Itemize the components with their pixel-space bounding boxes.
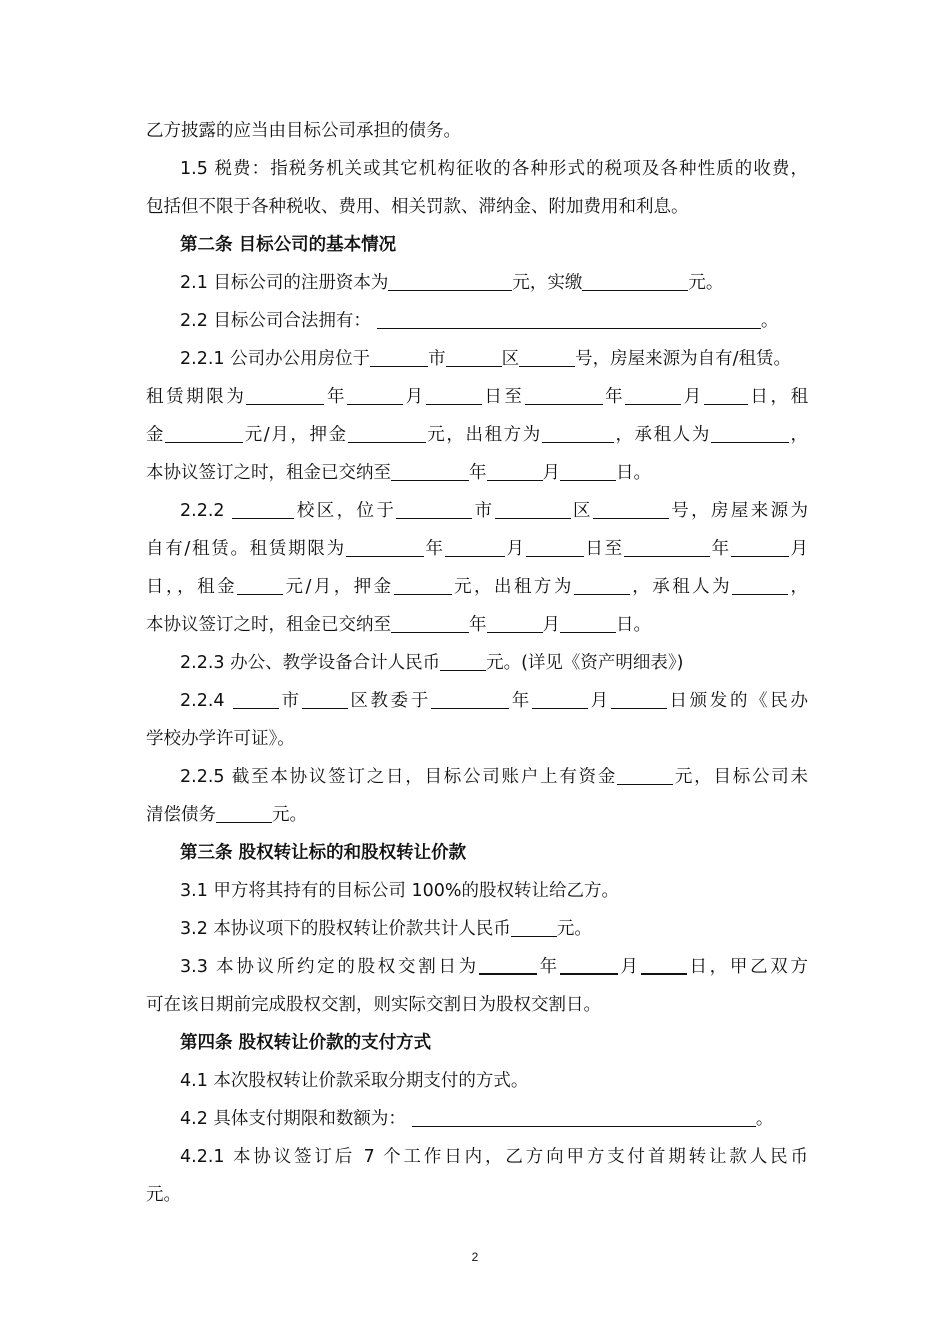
fill-blank[interactable] (574, 574, 630, 595)
fill-blank[interactable] (426, 384, 482, 405)
paragraph-line: 3.3 本协议所约定的股权交割日为 年 月 日，甲乙双方 (180, 953, 808, 981)
paragraph-line: 本协议签订之时，租金已交纳至 年 月 日。 (146, 611, 808, 639)
fill-blank[interactable] (532, 688, 588, 709)
fill-blank[interactable] (391, 460, 469, 481)
fill-blank[interactable] (216, 802, 272, 823)
fill-blank[interactable] (396, 498, 472, 519)
fill-blank[interactable] (391, 612, 469, 633)
fill-blank[interactable] (440, 650, 486, 671)
fill-blank[interactable] (370, 346, 428, 367)
fill-blank[interactable] (526, 536, 584, 557)
fill-blank[interactable] (431, 688, 509, 709)
paragraph-line: 2.2.1 公司办公用房位于 市 区 号，房屋来源为自有/租赁。 (180, 345, 808, 373)
fill-blank[interactable] (246, 384, 324, 405)
fill-blank[interactable] (511, 916, 557, 937)
fill-blank[interactable] (302, 688, 348, 709)
paragraph-line: 本协议签订之时，租金已交纳至 年 月 日。 (146, 459, 808, 487)
fill-blank[interactable] (487, 612, 543, 633)
paragraph-line: 自有/租赁。租赁期限为 年 月 日至 年 月 (146, 535, 808, 563)
fill-blank[interactable] (233, 688, 279, 709)
paragraph-line: 学校办学许可证》。 (146, 729, 295, 749)
paragraph-line: 2.2.5 截至本协议签订之日，目标公司账户上有资金 元，目标公司未 (180, 763, 808, 791)
fill-blank[interactable] (542, 422, 614, 443)
fill-blank[interactable] (582, 270, 688, 291)
fill-blank[interactable] (732, 574, 788, 595)
paragraph-line: 日，，租金 元/月，押金 元，出租方为 ，承租人为 ， (146, 573, 808, 601)
paragraph-line: 可在该日期前完成股权交割，则实际交割日为股权交割日。 (146, 995, 601, 1015)
paragraph-line: 4.2 具体支付期限和数额为： 。 (180, 1105, 808, 1133)
fill-blank[interactable] (479, 953, 537, 975)
fill-blank[interactable] (624, 536, 710, 557)
fill-blank[interactable] (625, 384, 681, 405)
paragraph-line: 4.1 本次股权转让价款采取分期支付的方式。 (180, 1071, 529, 1091)
fill-blank[interactable] (388, 270, 512, 291)
fill-blank[interactable] (394, 574, 452, 595)
fill-blank[interactable] (412, 1106, 756, 1127)
fill-blank[interactable] (593, 498, 669, 519)
paragraph-line: 3.1 甲方将其持有的目标公司 100%的股权转让给乙方。 (180, 881, 619, 901)
paragraph-line: 1.5 税费：指税务机关或其它机构征收的各种形式的税项及各种性质的收费， (180, 159, 808, 179)
fill-blank[interactable] (525, 384, 603, 405)
fill-blank[interactable] (519, 346, 575, 367)
fill-blank[interactable] (487, 460, 543, 481)
fill-blank[interactable] (346, 536, 424, 557)
fill-blank[interactable] (495, 498, 571, 519)
paragraph-line: 2.2.2 校区，位于 市 区 号，房屋来源为 (180, 497, 808, 525)
page-number: 2 (471, 1250, 479, 1264)
fill-blank[interactable] (560, 612, 616, 633)
paragraph-line: 2.2.4 市 区教委于 年 月 日颁发的《民办 (180, 687, 808, 715)
paragraph-line: 2.2 目标公司合法拥有： 。 (180, 307, 808, 335)
fill-blank[interactable] (165, 422, 243, 443)
fill-blank[interactable] (237, 574, 283, 595)
fill-blank[interactable] (711, 422, 789, 443)
fill-blank[interactable] (348, 422, 426, 443)
paragraph-line: 2.1 目标公司的注册资本为 元，实缴 元。 (180, 269, 808, 297)
fill-blank[interactable] (377, 308, 761, 329)
fill-blank[interactable] (704, 384, 748, 405)
paragraph-line: 清偿债务 元。 (146, 801, 808, 829)
fill-blank[interactable] (617, 764, 673, 785)
fill-blank[interactable] (611, 688, 667, 709)
paragraph-line: 包括但不限于各种税收、费用、相关罚款、滞纳金、附加费用和利息。 (146, 197, 689, 217)
section-heading: 第四条 股权转让价款的支付方式 (180, 1033, 432, 1053)
paragraph-line: 元。 (146, 1185, 181, 1205)
paragraph-line: 4.2.1 本协议签订后 7 个工作日内，乙方向甲方支付首期转让款人民币 (180, 1147, 808, 1167)
paragraph-line: 2.2.3 办公、教学设备合计人民币 元。(详见《资产明细表》) (180, 649, 808, 677)
fill-blank[interactable] (347, 384, 403, 405)
fill-blank[interactable] (560, 460, 616, 481)
fill-blank[interactable] (232, 498, 294, 519)
fill-blank[interactable] (731, 536, 789, 557)
fill-blank[interactable] (445, 536, 505, 557)
fill-blank[interactable] (641, 953, 687, 975)
paragraph-line: 租赁期限为 年 月 日至 年 月 日，租 (146, 383, 808, 411)
fill-blank[interactable] (560, 953, 618, 975)
fill-blank[interactable] (446, 346, 502, 367)
section-heading: 第三条 股权转让标的和股权转让价款 (180, 843, 467, 863)
paragraph-line: 金 元/月，押金 元，出租方为 ，承租人为 ， (146, 421, 808, 449)
section-heading: 第二条 目标公司的基本情况 (180, 235, 397, 255)
paragraph-line: 3.2 本协议项下的股权转让价款共计人民币 元。 (180, 915, 808, 943)
paragraph-line: 乙方披露的应当由目标公司承担的债务。 (146, 121, 461, 141)
